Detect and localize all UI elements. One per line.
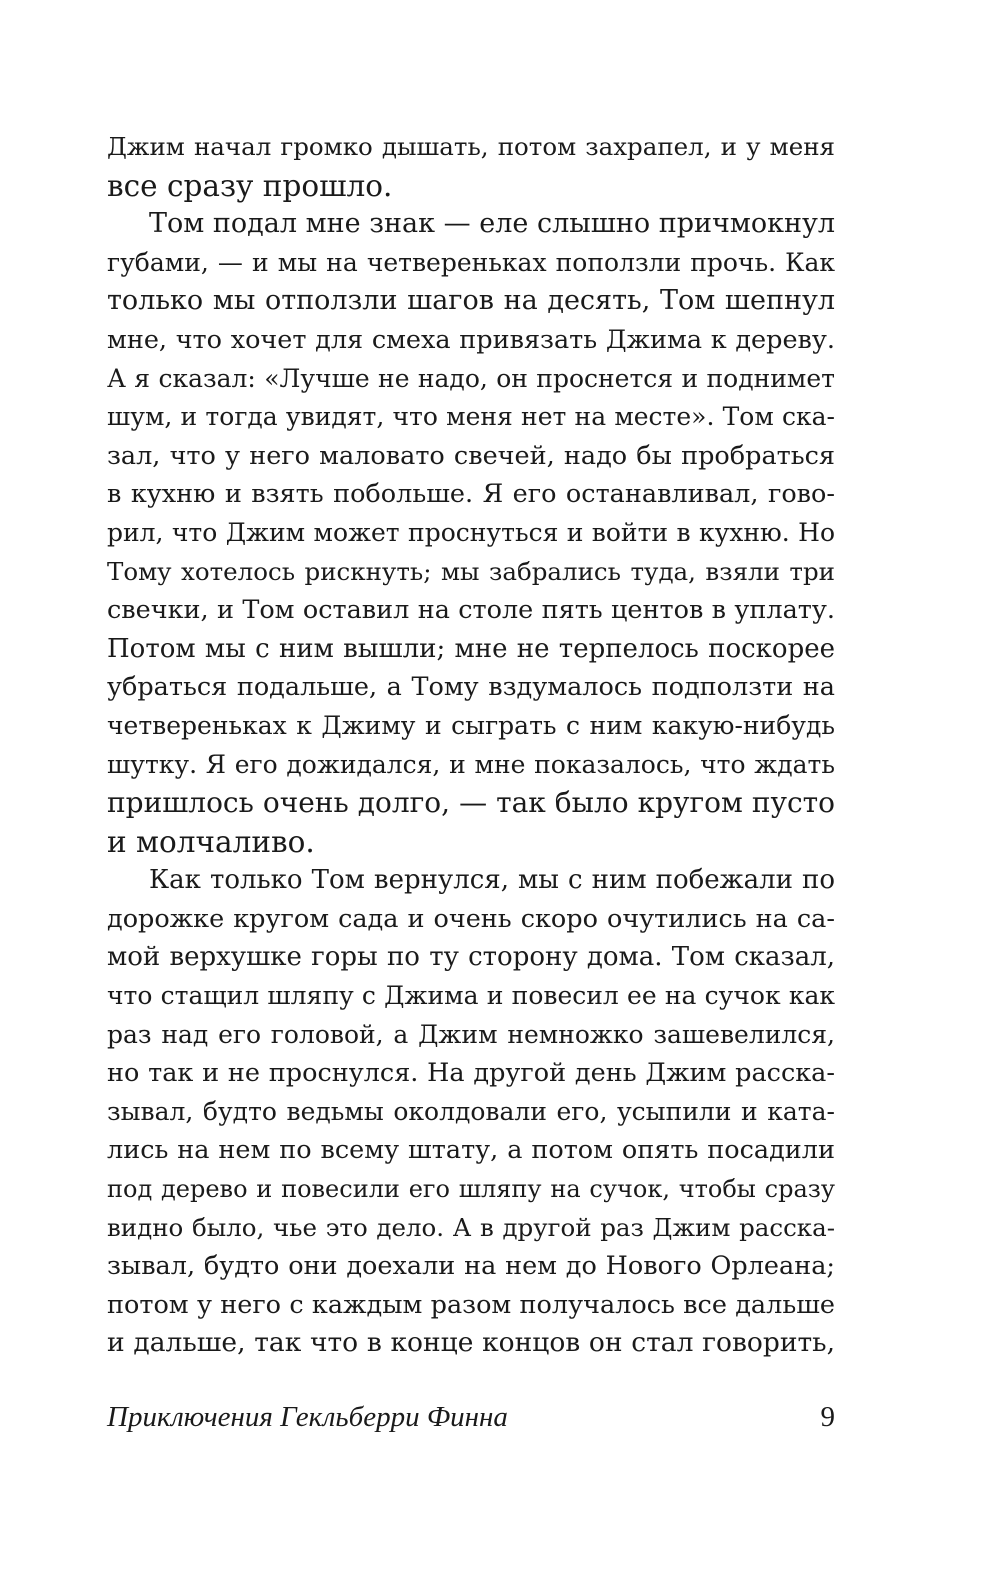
text-line: только мы отползли шагов на десять, Том шепнул	[107, 285, 835, 317]
running-title: Приключения Гекльберри Финна	[107, 1401, 508, 1433]
text-line: что стащил шляпу с Джима и повесил ее на сучок как	[107, 981, 835, 1011]
text-line: А я сказал: «Лучше не надо, он проснется и поднимет	[107, 363, 835, 393]
text-line: шум, и тогда увидят, что меня нет на месте». Том ска-	[107, 402, 835, 432]
text-line: и дальше, так что в конце концов он стал говорить,	[107, 1327, 835, 1359]
text-line: четвереньках к Джиму и сыграть с ним какую-нибудь	[107, 710, 835, 740]
text-line: под дерево и повесили его шляпу на сучок, чтобы сразу	[107, 1175, 835, 1204]
text-line: мой верхушке горы по ту сторону дома. Том сказал,	[107, 942, 835, 973]
page-number: 9	[820, 1401, 835, 1433]
text-line: видно было, чье это дело. А в другой раз Джим расска-	[107, 1212, 835, 1242]
text-line: дорожке кругом сада и очень скоро очутились на са-	[107, 903, 835, 934]
page-footer	[107, 1397, 835, 1437]
text-line: Как только Том вернулся, мы с ним побежали по	[149, 865, 835, 896]
text-line: шутку. Я его дожидался, и мне показалось, что ждать	[107, 749, 835, 779]
text-line: свечки, и Том оставил на столе пять центов в уплату.	[107, 595, 835, 626]
text-line: раз над его головой, а Джим немножко зашевелился,	[107, 1019, 835, 1049]
page-body	[107, 128, 835, 1363]
text-line: губами, — и мы на четвереньках поползли прочь. Как	[107, 247, 835, 277]
text-line: зывал, будто ведьмы околдовали его, усыпили и ката-	[107, 1096, 835, 1126]
text-line: лись на нем по всему штату, а потом опять посадили	[107, 1135, 835, 1166]
text-line: Том подал мне знак — еле слышно причмокнул	[149, 208, 835, 240]
text-line: мне, что хочет для смеха привязать Джима к дереву.	[107, 324, 835, 355]
text-line: но так и не проснулся. На другой день Джим расска-	[107, 1058, 835, 1089]
text-line: рил, что Джим может проснуться и войти в кухню. Но	[107, 517, 835, 547]
text-line: потом у него с каждым разом получалось все дальше	[107, 1289, 835, 1320]
text-line: все сразу прошло.	[107, 168, 393, 203]
text-line: зывал, будто они доехали на нем до Нового Орлеана;	[107, 1251, 835, 1282]
text-line: Тому хотелось рискнуть; мы забрались туда, взяли три	[107, 556, 835, 586]
text-line: пришлось очень долго, — так было кругом пусто	[107, 786, 835, 820]
text-line: зал, что у него маловато свечей, надо бы пробраться	[107, 440, 835, 471]
text-line: убраться подальше, а Тому вздумалось подползти на	[107, 672, 835, 703]
text-line: и молчаливо.	[107, 824, 315, 859]
text-line: Джим начал громко дышать, потом захрапел, и у меня	[107, 132, 835, 161]
text-line: Потом мы с ним вышли; мне не терпелось поскорее	[107, 633, 835, 664]
text-line: в кухню и взять побольше. Я его останавливал, гово-	[107, 479, 835, 510]
